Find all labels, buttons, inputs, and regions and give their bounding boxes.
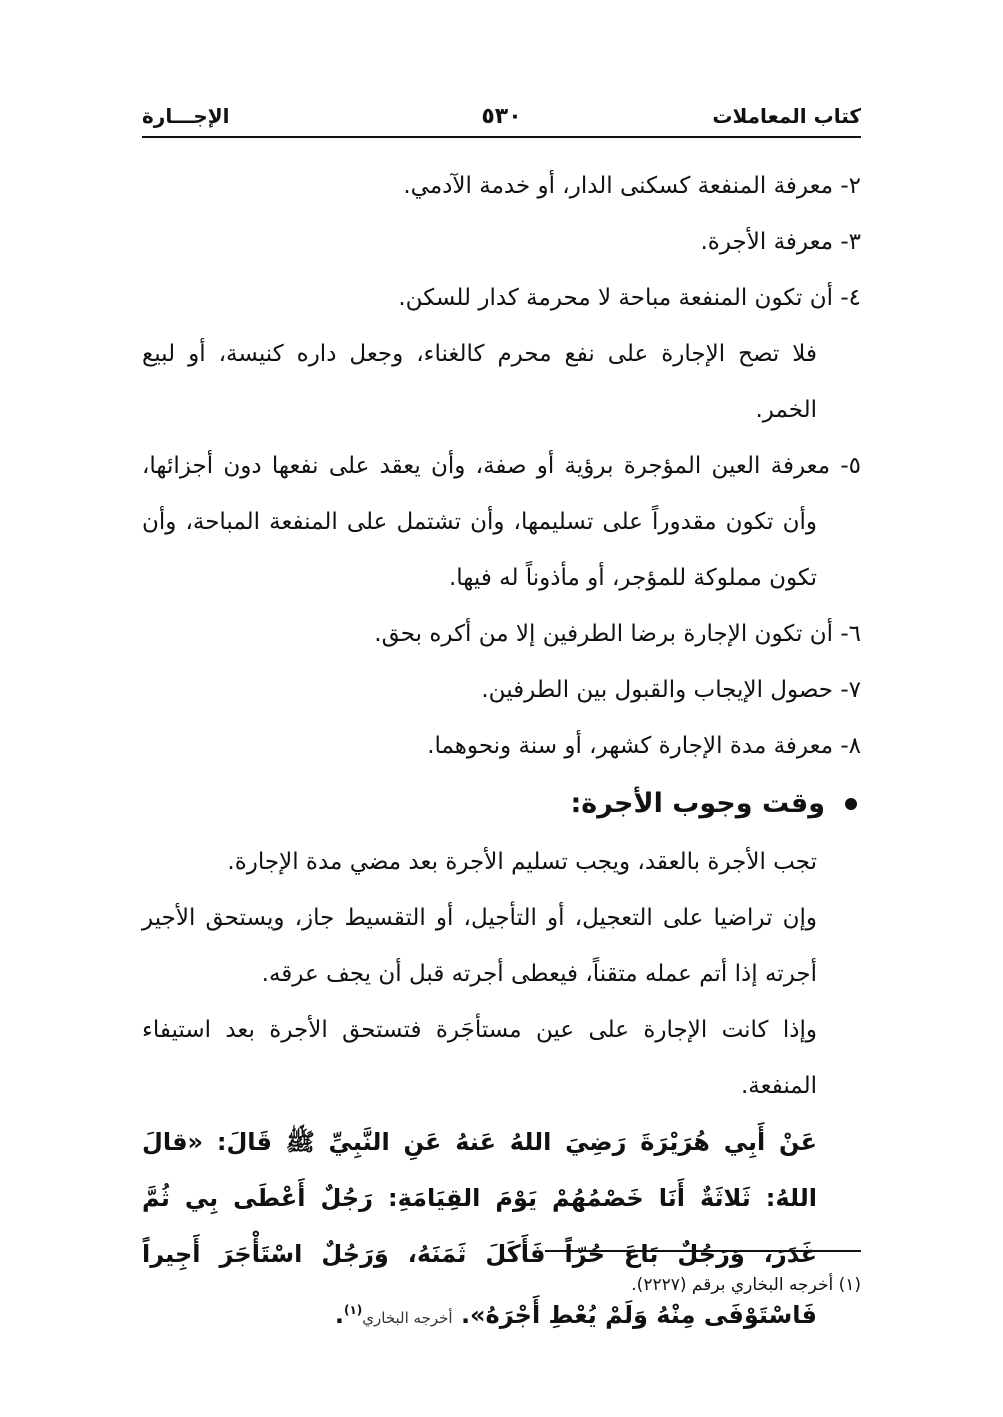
chapter-title: الإجـــارة bbox=[142, 104, 230, 128]
hadith-block bbox=[142, 1114, 861, 1346]
bullet-icon bbox=[845, 798, 857, 810]
book-title: كتاب المعاملات bbox=[712, 104, 861, 128]
hadith-text: عَنْ أَبِي هُرَيْرَةَ رَضِيَ اللهُ عَنهُ عَنِ النَّبِيِّ ﷺ قَالَ: «قالَ اللهُ: ثَلاثَةٌ أَنَا خَصْمُهُمْ يَوْمَ القِيَامَةِ: رَجُلٌ أَعْطَى بِي ثُمَّ غَدَرَ، وَرَجُلٌ بَاعَ حُرّاً فَأَكَلَ ثَمَنَهُ، وَرَجُلٌ اسْتَأْجَرَ أَجِيراً فَاسْتَوْفَى مِنْهُ وَلَمْ يُعْطِ أَجْرَهُ». bbox=[142, 1128, 817, 1329]
list-item: ٤- أن تكون المنفعة مباحة لا محرمة كدار للسكن. bbox=[398, 285, 861, 311]
running-header bbox=[142, 98, 861, 134]
list-item: ٨- معرفة مدة الإجارة كشهر، أو سنة ونحوهما. bbox=[427, 733, 861, 759]
paragraph: تجب الأجرة بالعقد، ويجب تسليم الأجرة بعد مضي مدة الإجارة. bbox=[227, 849, 817, 875]
note-paragraph: فلا تصح الإجارة على نفع محرم كالغناء، وجعل داره كنيسة، أو لبيع الخمر. bbox=[142, 341, 817, 423]
list-item: ٥- معرفة العين المؤجرة برؤية أو صفة، وأن يعقد على نفعها دون أجزائها، وأن تكون مقدوراً على تسليمها، وأن تشتمل على المنفعة المباحة، وأن تكون مملوكة للمؤجر، أو مأذوناً له فيها. bbox=[142, 453, 861, 591]
hadith-source: أخرجه البخاري bbox=[362, 1309, 453, 1327]
hadith-end: . bbox=[334, 1301, 344, 1329]
page-number: ٥٣٠ bbox=[481, 103, 522, 129]
heading-text: وقت وجوب الأجرة: bbox=[570, 788, 825, 819]
list-item: ٢- معرفة المنفعة كسكنى الدار، أو خدمة الآدمي. bbox=[403, 173, 861, 199]
footnote-rule bbox=[545, 1250, 861, 1252]
footnote-ref[interactable]: (١) bbox=[343, 1303, 363, 1317]
header-rule bbox=[142, 136, 861, 138]
list-item: ٣- معرفة الأجرة. bbox=[700, 229, 861, 255]
paragraph: وإذا كانت الإجارة على عين مستأجَرة فتستحق الأجرة بعد استيفاء المنفعة. bbox=[142, 1017, 817, 1099]
section-heading bbox=[142, 774, 861, 834]
list-item: ٧- حصول الإيجاب والقبول بين الطرفين. bbox=[481, 677, 861, 703]
page-content bbox=[142, 158, 861, 1346]
list-item: ٦- أن تكون الإجارة برضا الطرفين إلا من أكره بحق. bbox=[374, 621, 861, 647]
footnote: (١) أخرجه البخاري برقم (٢٢٢٧). bbox=[631, 1275, 861, 1295]
paragraph: وإن تراضيا على التعجيل، أو التأجيل، أو التقسيط جاز، ويستحق الأجير أجرته إذا أتم عمله متقناً، فيعطى أجرته قبل أن يجف عرقه. bbox=[142, 905, 817, 987]
